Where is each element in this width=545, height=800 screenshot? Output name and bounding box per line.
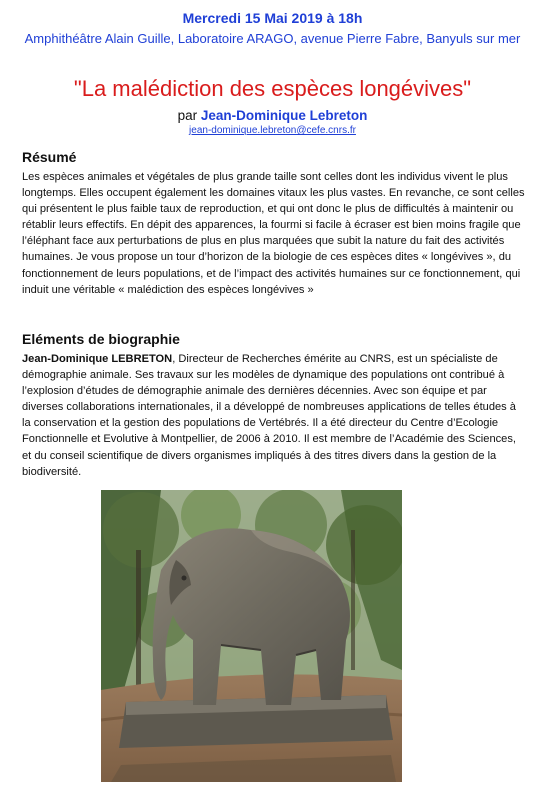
- resume-heading: Résumé: [22, 149, 77, 165]
- speaker-name: Jean-Dominique Lebreton: [200, 108, 368, 123]
- resume-text: Les espèces animales et végétales de plus grande taille sont celles dont les individus vivent le plus longtemps. Elles occupent également les domaines vitaux les plus vastes. En revanche, ce sont celles qui présentent le plus faible taux de reproduction, et qui ont donc le plus de difficultés à maintenir ou rétablir leurs effectifs. En dépit des apparences, la fourmi si facile à écraser est bien moins fragile que l’éléphant face aux perturbations de plus en plus marquées que subit la nature du fait des activités humaines. Je vous propose un tour d’horizon de la biologie de ces espèces dites « longévives », du fonctionnement de leurs populations, et de l’impact des activités humaines sur ce fonctionnement, qui induit une véritable « malédiction des espèces longévives »: [22, 171, 525, 296]
- event-date: Mercredi 15 Mai 2019 à 18h: [182, 10, 363, 26]
- biography-body: , Directeur de Recherches émérite au CNRS, est un spécialiste de démographie animale. Ses travaux sur les modèles de dynamique des populations ont contribué à l’explosion d’études de démographie animale des dernières décennies. Avec son équipe et par diverses collaborations internationales, il a développé de nombreuses applications de telles études à la conservation et la gestion des populations de Vertébrés. Il a été directeur du Centre d’Ecologie Fonctionnelle et Evolutive à Montpellier, de 2006 à 2010. Il est membre de l’Académie des Sciences, et du conseil scientifique de divers organismes impliqués à des titres divers dans la gestion de la biodiversité.: [22, 353, 516, 478]
- biography-heading: Eléments de biographie: [22, 331, 180, 347]
- event-venue: Amphithéâtre Alain Guille, Laboratoire ARAGO, avenue Pierre Fabre, Banyuls sur mer: [24, 31, 521, 46]
- talk-title: "La malédiction des espèces longévives": [73, 76, 472, 101]
- speaker-byline: [20, 108, 525, 123]
- biography-name: Jean-Dominique LEBRETON: [22, 353, 173, 365]
- elephant-statue-photo: [101, 490, 402, 782]
- speaker-email-link[interactable]: jean-dominique.lebreton@cefe.cnrs.fr: [189, 125, 356, 136]
- byline-prefix: par: [177, 108, 198, 123]
- biography-text: [22, 351, 527, 480]
